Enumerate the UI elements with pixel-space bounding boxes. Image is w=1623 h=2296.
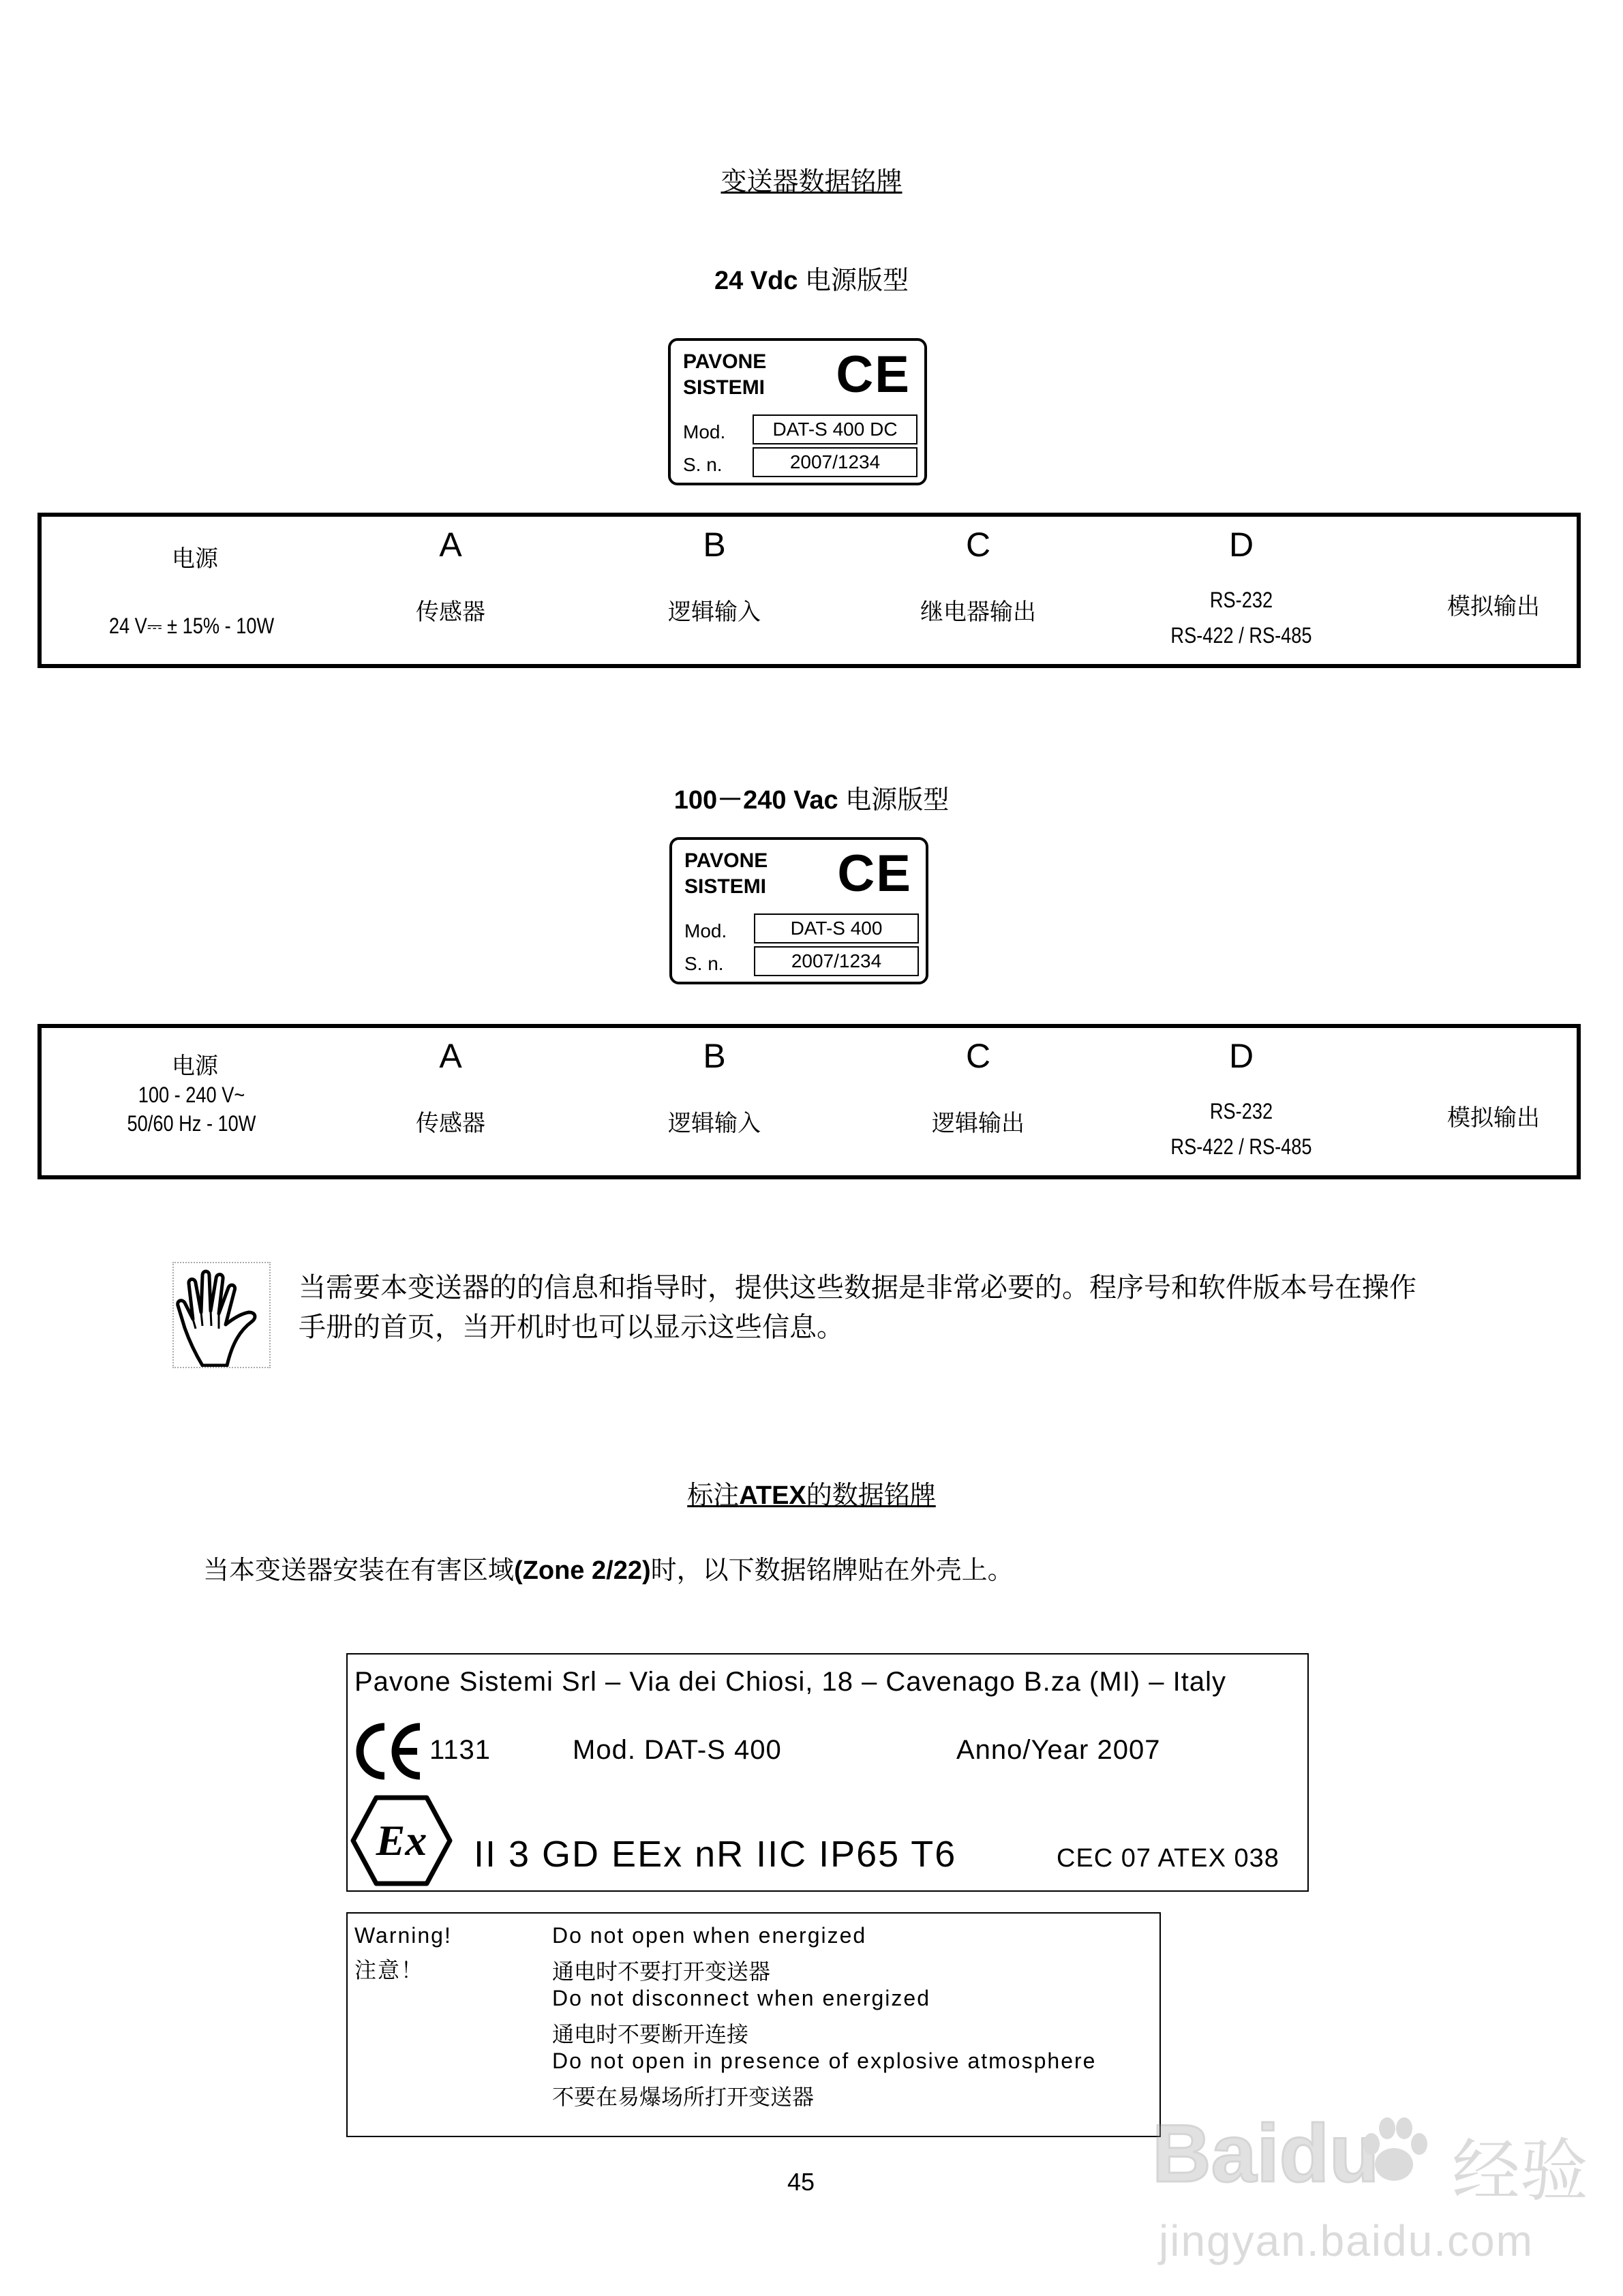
dc-subtitle-cn: 电源版型 xyxy=(805,267,909,295)
info-note xyxy=(299,1268,1457,1347)
ac-a-letter: A xyxy=(439,1037,462,1075)
dc-d-line2: RS-422 / RS-485 xyxy=(1170,623,1312,648)
watermark-url: jingyan.baidu.com xyxy=(1159,2216,1534,2265)
dc-plate-brand xyxy=(683,349,766,401)
dc-subtitle xyxy=(0,259,1623,297)
ac-plate-mod-label: Mod. xyxy=(684,920,727,941)
ac-d-letter: D xyxy=(1228,1037,1254,1075)
warning-line: 通电时不要断开连接 xyxy=(552,2022,749,2046)
dc-plate-sn-label: S. n. xyxy=(683,454,723,475)
dc-a-letter: A xyxy=(439,526,462,564)
atex-model: Mod. DAT-S 400 xyxy=(573,1735,782,1765)
warning-label-cn: 注意！ xyxy=(354,1958,425,1982)
ac-analog-label: 模拟输出 xyxy=(1447,1105,1540,1131)
ac-d-line2: RS-422 / RS-485 xyxy=(1170,1134,1312,1159)
atex-intro-pre: 当本变送器安装在有害区域 xyxy=(203,1556,515,1585)
dc-plate-brand-line1: PAVONE xyxy=(683,350,767,373)
dc-power-value: 24 V⎓ ± 15% - 10W xyxy=(108,614,275,638)
dc-plate-brand-line2: SISTEMI xyxy=(683,376,765,399)
atex-nameplate xyxy=(346,1653,1309,1892)
warning-label-en: Warning! xyxy=(354,1923,452,1948)
dc-d-letter: D xyxy=(1228,526,1254,564)
atex-year: Anno/Year 2007 xyxy=(956,1735,1161,1765)
ac-plate-sn-value: 2007/1234 xyxy=(754,946,919,976)
dc-connection-table xyxy=(37,513,1581,668)
atex-title xyxy=(0,1474,1623,1511)
hand-warning-icon xyxy=(172,1262,271,1368)
ac-d-line1: RS-232 xyxy=(1209,1099,1273,1123)
dc-analog-label: 模拟输出 xyxy=(1447,594,1540,620)
ac-plate-brand xyxy=(684,848,768,900)
atex-title-bold: ATEX xyxy=(739,1481,806,1510)
ac-c-letter: C xyxy=(965,1037,991,1075)
atex-intro-bold: (Zone 2/22) xyxy=(514,1556,651,1585)
atex-ce-number: 1131 xyxy=(429,1735,491,1765)
ac-subtitle-cn: 电源版型 xyxy=(845,786,950,815)
ac-plate-ce-mark: CE xyxy=(837,845,912,903)
atex-warning-box xyxy=(346,1912,1161,2137)
ex-hexagon-label: Ex xyxy=(376,1816,427,1864)
paw-icon xyxy=(1356,2113,1431,2188)
warning-line: 通电时不要打开变送器 xyxy=(552,1959,771,1984)
dc-plate-ce-mark: CE xyxy=(836,346,911,404)
baidu-watermark xyxy=(1152,2093,1602,2284)
dc-plate-mod-label: Mod. xyxy=(683,421,726,442)
atex-cert: CEC 07 ATEX 038 xyxy=(1057,1844,1279,1873)
watermark-brand-text2: du xyxy=(1279,2108,1380,2199)
dc-nameplate xyxy=(668,338,927,485)
atex-intro-post: 时，以下数据铭牌贴在外壳上。 xyxy=(650,1556,1014,1585)
ac-power-line2: 50/60 Hz - 10W xyxy=(127,1111,256,1136)
page-title: 变送器数据铭牌 xyxy=(721,168,902,196)
warning-line: 不要在易爆场所打开变送器 xyxy=(552,2085,815,2109)
ac-plate-brand-line1: PAVONE xyxy=(684,849,768,872)
ac-power-label: 电源 xyxy=(172,1053,218,1079)
atex-address: Pavone Sistemi Srl – Via dei Chiosi, 18 – Cavenago B.za (MI) – Italy xyxy=(354,1667,1226,1697)
ac-plate-sn-label: S. n. xyxy=(684,953,724,974)
watermark-cn: 经验 xyxy=(1452,2133,1588,2209)
warning-line: Do not open in presence of explosive atmosphere xyxy=(552,2049,1097,2073)
dc-a-label: 传感器 xyxy=(416,599,485,625)
ac-power-line1: 100 - 240 V~ xyxy=(138,1083,245,1107)
dc-plate-mod-value: DAT-S 400 DC xyxy=(753,414,917,444)
warning-line: Do not disconnect when energized xyxy=(552,1986,930,2010)
dc-d-line1: RS-232 xyxy=(1209,588,1273,612)
dc-plate-sn-value: 2007/1234 xyxy=(753,447,917,477)
ac-plate-brand-line2: SISTEMI xyxy=(684,875,767,898)
dc-subtitle-bold: 24 Vdc xyxy=(714,267,798,295)
ac-connection-table xyxy=(37,1024,1581,1179)
info-note-line1: 当需要本变送器的的信息和指导时，提供这些数据是非常必要的。程序号和软件版本号在操作 xyxy=(299,1272,1416,1303)
info-note-line2: 手册的首页，当开机时也可以显示这些信息。 xyxy=(299,1312,844,1343)
ac-plate-mod-value: DAT-S 400 xyxy=(754,913,919,943)
dc-b-letter: B xyxy=(703,526,726,564)
dc-b-label: 逻辑输入 xyxy=(668,599,761,625)
ac-c-label: 逻辑输出 xyxy=(932,1111,1025,1136)
ac-a-label: 传感器 xyxy=(416,1111,485,1136)
ex-hexagon-icon xyxy=(350,1795,453,1886)
ac-subtitle xyxy=(0,779,1623,816)
watermark-brand-text: Bai xyxy=(1152,2108,1279,2199)
atex-intro xyxy=(203,1549,1014,1586)
dc-c-letter: C xyxy=(965,526,991,564)
dc-power-label: 电源 xyxy=(172,546,218,572)
watermark-brand xyxy=(1152,2106,1379,2201)
atex-marking: II 3 GD EEx nR IIC IP65 T6 xyxy=(474,1834,957,1875)
warning-line: Do not open when energized xyxy=(552,1923,867,1948)
ac-b-letter: B xyxy=(703,1037,726,1075)
ac-b-label: 逻辑输入 xyxy=(668,1111,761,1136)
page-number: 45 xyxy=(787,2168,815,2196)
ce-mark-icon xyxy=(352,1723,427,1780)
ac-subtitle-bold: 100－240 Vac xyxy=(673,786,838,815)
ac-nameplate xyxy=(669,837,928,984)
atex-title-post: 的数据铭牌 xyxy=(806,1481,936,1510)
atex-title-pre: 标注 xyxy=(687,1481,740,1510)
dc-c-label: 继电器输出 xyxy=(920,599,1036,625)
